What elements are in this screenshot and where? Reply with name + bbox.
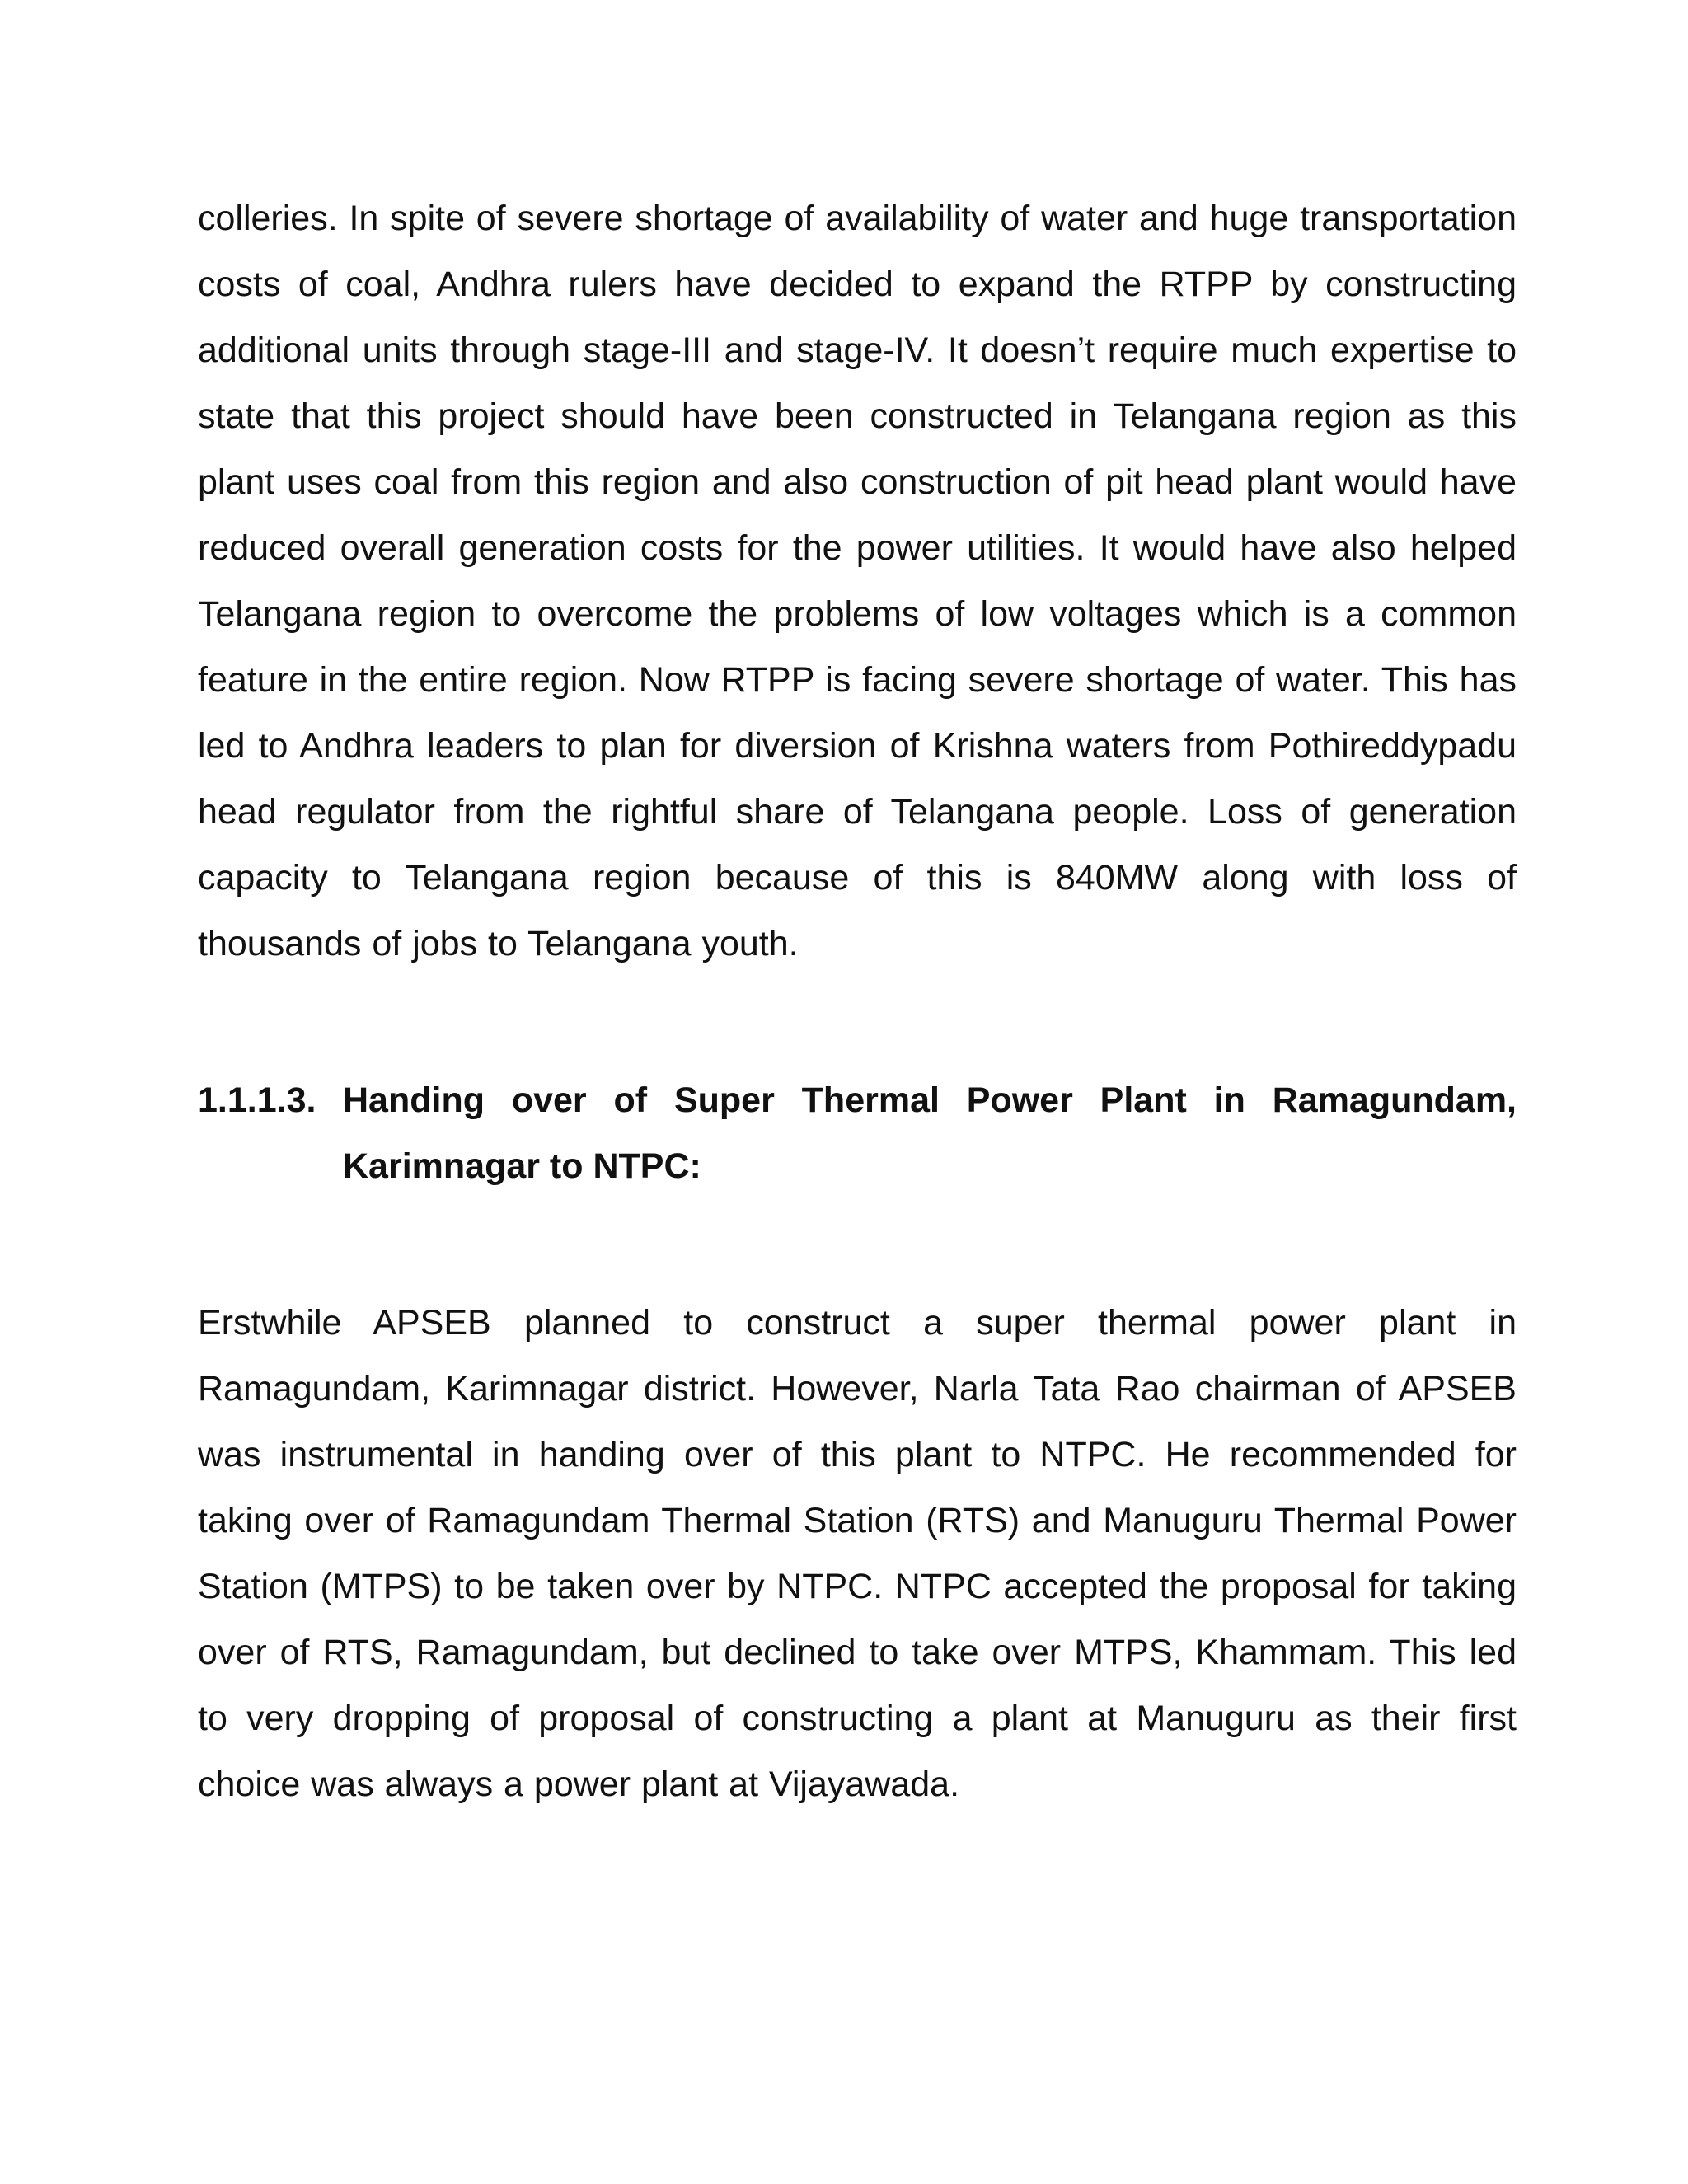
section-heading xyxy=(198,1067,1517,1199)
section-title: Handing over of Super Thermal Power Plant in Ramagundam, Karimnagar to NTPC: xyxy=(343,1080,1517,1186)
section-number: 1.1.1.3. xyxy=(198,1080,316,1120)
paragraph-rtpp-expansion: colleries. In spite of severe shortage of availability of water and huge transportation costs of coal, Andhra rulers have decided to expand the RTPP by constructing additional units through stage-III and stage-IV. It doesn’t require much expertise to state that this project should have been constructed in Telangana region as this plant uses coal from this region and also construction of pit head plant would have reduced overall generation costs for the power utilities. It would have also helped Telangana region to overcome the problems of low voltages which is a common feature in the entire region. Now RTPP is facing severe shortage of water. This has led to Andhra leaders to plan for diversion of Krishna waters from Pothireddypadu head regulator from the rightful share of Telangana people. Loss of generation capacity to Telangana region because of this is 840MW along with loss of thousands of jobs to Telangana youth. xyxy=(198,199,1517,963)
paragraph-ntpc-handover: Erstwhile APSEB planned to construct a super thermal power plant in Ramagundam, Karimnagar district. However, Narla Tata Rao chairman of APSEB was instrumental in handing over of this plant to NTPC. He recommended for taking over of Ramagundam Thermal Station (RTS) and Manuguru Thermal Power Station (MTPS) to be taken over by NTPC. NTPC accepted the proposal for taking over of RTS, Ramagundam, but declined to take over MTPS, Khammam. This led to very dropping of proposal of constructing a plant at Manuguru as their first choice was always a power plant at Vijayawada. xyxy=(198,1303,1517,1804)
document-page xyxy=(198,185,1517,1817)
